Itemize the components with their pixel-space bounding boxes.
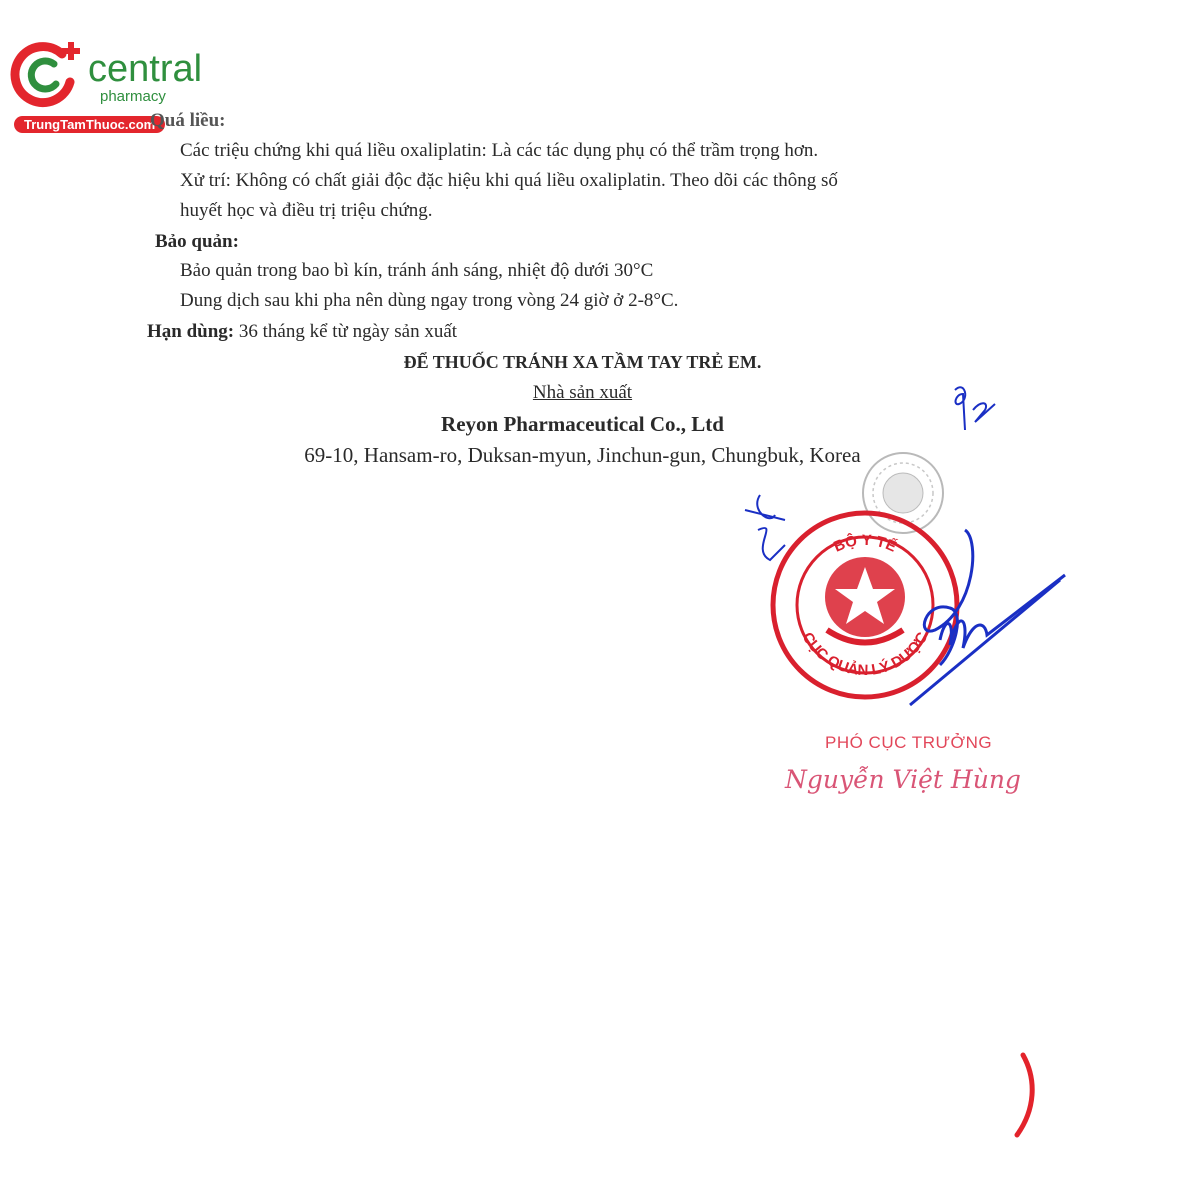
logo-subtitle: pharmacy [100,88,166,105]
logo-wordmark: central [88,48,203,90]
manufacturer-name: Reyon Pharmaceutical Co., Ltd [441,412,724,436]
overdose-line-3: huyết học và điều trị triệu chứng. [180,200,433,221]
stamp-ring-text: CỤC QUẢN LÝ DƯỢC [798,629,932,680]
stamp-top-text: BỘ Y TẾ [831,531,899,556]
shelf-life-label: Hạn dùng: [147,321,235,342]
manufacturer-address: 69-10, Hansam-ro, Duksan-myun, Jinchun-gun, Chungbuk, Korea [304,443,861,467]
overdose-line-2: Xử trí: Không có chất giải độc đặc hiệu khi quá liều oxaliplatin. Theo dõi các thông số [180,170,838,191]
logo-banner: TrungTamThuoc.com [14,116,165,133]
storage-heading: Bảo quản: [155,231,239,252]
storage-line-1: Bảo quản trong bao bì kín, tránh ánh sáng, nhiệt độ dưới 30°C [180,260,654,281]
shelf-life-value: 36 tháng kể từ ngày sản xuất [238,321,458,342]
signature-graphic [895,520,1075,720]
logo-mark-icon [10,38,90,108]
red-pen-mark-icon [1005,1050,1045,1140]
signer-name: Nguyễn Việt Hùng [785,765,1021,794]
overdose-line-1: Các triệu chứng khi quá liều oxaliplatin: Là các tác dụng phụ có thể trầm trọng hơn. [180,140,819,161]
child-warning: ĐỂ THUỐC TRÁNH XA TẦM TAY TRẺ EM. [403,352,762,372]
initial-mark-icon [945,380,1005,440]
shelf-life [147,321,457,343]
signer-title: PHÓ CỤC TRƯỞNG [825,733,993,752]
overdose-heading: Quá liều: [150,110,226,131]
manufacturer-label: Nhà sản xuất [532,382,633,403]
storage-line-2: Dung dịch sau khi pha nên dùng ngay trong vòng 24 giờ ở 2-8°C. [180,290,679,311]
svg-text:BỘ Y TẾ [831,531,899,555]
